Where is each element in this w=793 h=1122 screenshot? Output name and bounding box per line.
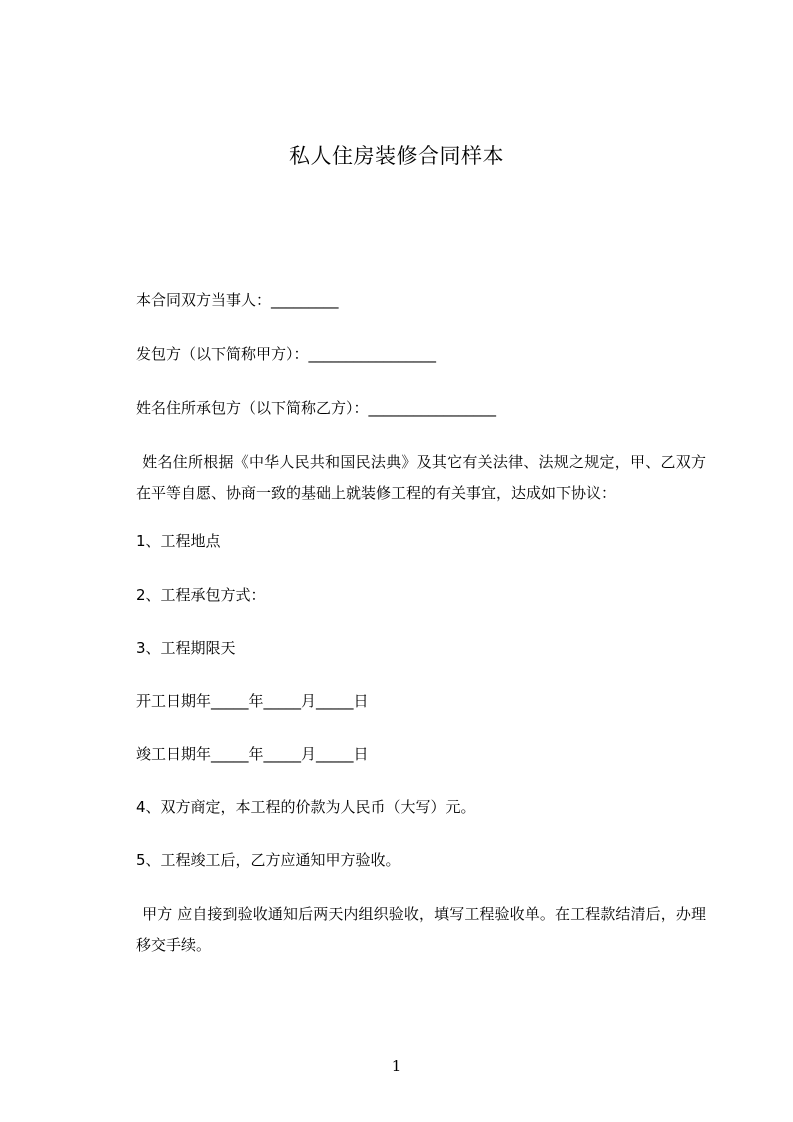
start-date-line: 开工日期年_____年_____月_____日 bbox=[136, 692, 369, 710]
parties-line: 本合同双方当事人：_________ bbox=[136, 291, 339, 309]
acceptance-paragraph-text: 甲方 应自接到验收通知后两天内组织验收，填写工程验收单。在工程款结清后，办理移交手续。 bbox=[136, 905, 706, 954]
clause-1: 1、工程地点 bbox=[136, 532, 221, 550]
clause-4: 4、双方商定，本工程的价款为人民币（大写）元。 bbox=[136, 798, 476, 816]
page-title: 私人住房装修合同样本 bbox=[289, 144, 504, 168]
party-b-line: 姓名住所承包方（以下简称乙方）：_________________ bbox=[136, 399, 497, 417]
intro-paragraph bbox=[136, 447, 706, 509]
party-a-line: 发包方（以下简称甲方）：_________________ bbox=[136, 345, 437, 363]
page-number: 1 bbox=[391, 1057, 402, 1075]
clause-5: 5、工程竣工后，乙方应通知甲方验收。 bbox=[136, 851, 401, 869]
intro-paragraph-text: 姓名住所根据《中华人民共和国民法典》及其它有关法律、法规之规定，甲、乙双方在平等自愿、协商一致的基础上就装修工程的有关事宜，达成如下协议： bbox=[136, 453, 706, 502]
completion-date-line: 竣工日期年_____年_____月_____日 bbox=[136, 745, 369, 763]
acceptance-paragraph bbox=[136, 899, 706, 961]
clause-3: 3、工程期限天 bbox=[136, 639, 236, 657]
clause-2: 2、工程承包方式： bbox=[136, 586, 266, 604]
